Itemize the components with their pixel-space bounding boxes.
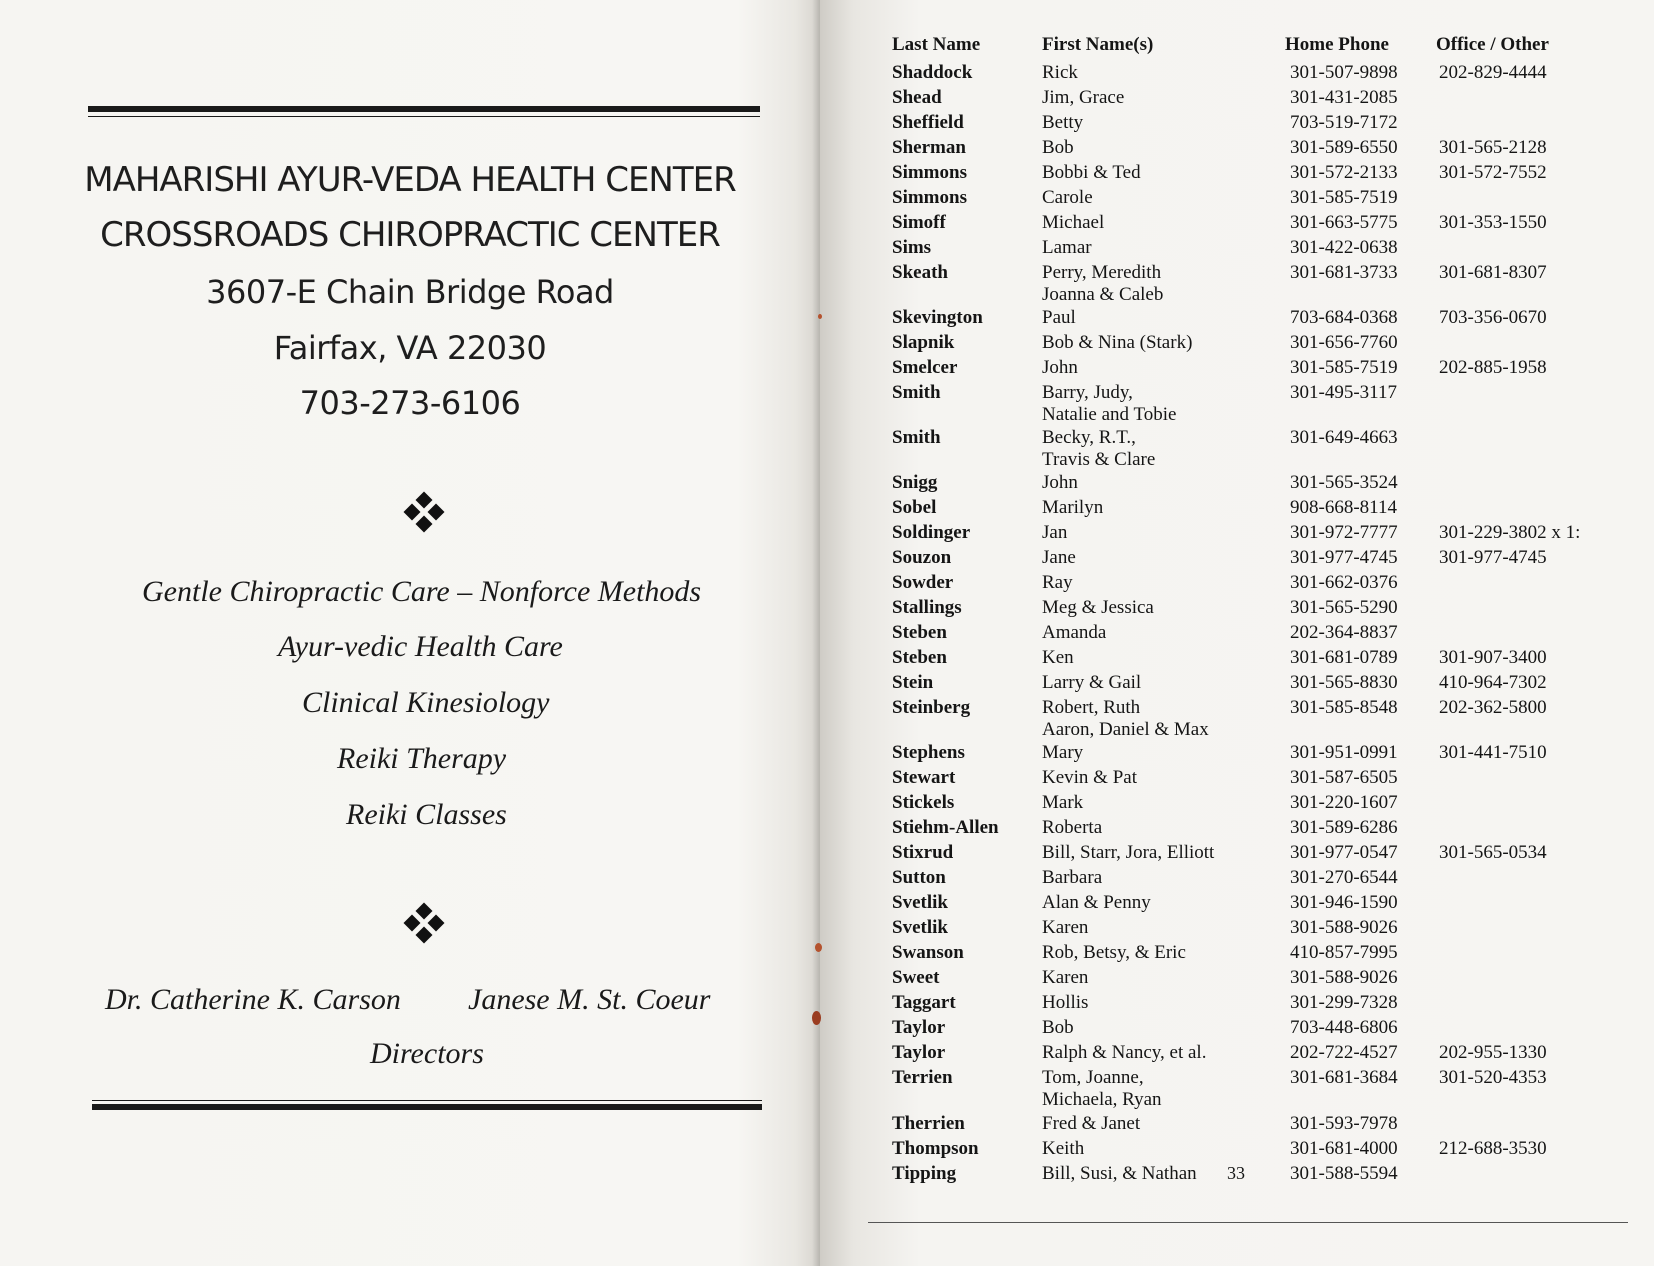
office-phone-cell: 301-572-7552	[1439, 162, 1547, 183]
first-names-cell: Travis & Clare	[1042, 449, 1156, 470]
home-phone-cell: 908-668-8114	[1290, 497, 1397, 518]
last-name-cell: Taylor	[892, 1017, 946, 1038]
home-phone-cell: 301-649-4663	[1290, 427, 1398, 448]
last-name-cell: Souzon	[892, 547, 952, 568]
first-names-cell: Jan	[1042, 522, 1068, 543]
office-phone-cell: 301-229-3802 x 1:	[1439, 522, 1581, 543]
last-name-cell: Skevington	[892, 307, 983, 328]
home-phone-cell: 301-681-0789	[1290, 647, 1398, 668]
left-page-advertisement	[0, 0, 820, 1266]
home-phone-cell: 301-951-0991	[1290, 742, 1398, 763]
home-phone-cell: 301-585-7519	[1290, 187, 1398, 208]
last-name-cell: Swanson	[892, 942, 964, 963]
header-first-names: First Name(s)	[1042, 34, 1154, 55]
office-phone-cell: 202-362-5800	[1439, 697, 1547, 718]
first-names-cell: Bill, Susi, & Nathan	[1042, 1163, 1197, 1184]
ad-director-2: Janese M. St. Coeur	[468, 983, 711, 1016]
last-name-cell: Terrien	[892, 1067, 953, 1088]
first-names-cell: Barry, Judy,	[1042, 382, 1133, 403]
first-names-cell: Mark	[1042, 792, 1084, 813]
diamond-ornament-icon	[404, 492, 444, 532]
home-phone-cell: 301-662-0376	[1290, 572, 1398, 593]
last-name-cell: Simmons	[892, 162, 967, 183]
first-names-cell: Ralph & Nancy, et al.	[1042, 1042, 1207, 1063]
first-names-cell: Becky, R.T.,	[1042, 427, 1136, 448]
home-phone-cell: 301-589-6550	[1290, 137, 1398, 158]
last-name-cell: Stiehm-Allen	[892, 817, 999, 838]
home-phone-cell: 301-663-5775	[1290, 212, 1398, 233]
first-names-cell: Bob	[1042, 1017, 1074, 1038]
first-names-cell: Jim, Grace	[1042, 87, 1125, 108]
home-phone-cell: 301-588-9026	[1290, 917, 1398, 938]
first-names-cell: Natalie and Tobie	[1042, 404, 1177, 425]
home-phone-cell: 410-857-7995	[1290, 942, 1398, 963]
office-phone-cell: 202-955-1330	[1439, 1042, 1547, 1063]
last-name-cell: Steben	[892, 647, 947, 668]
first-names-cell: Karen	[1042, 967, 1089, 988]
home-phone-cell: 202-722-4527	[1290, 1042, 1398, 1063]
last-name-cell: Simoff	[892, 212, 946, 233]
office-phone-cell: 410-964-7302	[1439, 672, 1547, 693]
header-home-phone: Home Phone	[1285, 34, 1389, 55]
first-names-cell: Karen	[1042, 917, 1089, 938]
last-name-cell: Soldinger	[892, 522, 971, 543]
ad-service-reiki-therapy: Reiki Therapy	[337, 742, 507, 775]
first-names-cell: Bob & Nina (Stark)	[1042, 332, 1193, 353]
home-phone-cell: 301-422-0638	[1290, 237, 1398, 258]
first-names-cell: Perry, Meredith	[1042, 262, 1162, 283]
office-phone-cell: 301-907-3400	[1439, 647, 1547, 668]
last-name-cell: Shead	[892, 87, 942, 108]
office-phone-cell: 301-565-0534	[1439, 842, 1547, 863]
home-phone-cell: 301-431-2085	[1290, 87, 1398, 108]
last-name-cell: Thompson	[892, 1138, 979, 1159]
home-phone-cell: 301-681-4000	[1290, 1138, 1398, 1159]
last-name-cell: Smith	[892, 382, 941, 403]
office-phone-cell: 212-688-3530	[1439, 1138, 1547, 1159]
first-names-cell: Keith	[1042, 1138, 1085, 1159]
last-name-cell: Slapnik	[892, 332, 955, 353]
last-name-cell: Smelcer	[892, 357, 958, 378]
home-phone-cell: 703-448-6806	[1290, 1017, 1398, 1038]
home-phone-cell: 301-681-3733	[1290, 262, 1398, 283]
first-names-cell: Amanda	[1042, 622, 1107, 643]
top-rule-thin	[88, 116, 760, 117]
office-phone-cell: 301-520-4353	[1439, 1067, 1547, 1088]
office-phone-cell: 703-356-0670	[1439, 307, 1547, 328]
home-phone-cell: 301-495-3117	[1290, 382, 1397, 403]
office-phone-cell: 301-565-2128	[1439, 137, 1547, 158]
first-names-cell: Jane	[1042, 547, 1076, 568]
first-names-cell: Kevin & Pat	[1042, 767, 1137, 788]
diamond-ornament-icon	[404, 903, 444, 943]
last-name-cell: Shaddock	[892, 62, 973, 83]
home-phone-cell: 301-270-6544	[1290, 867, 1398, 888]
office-phone-cell: 202-829-4444	[1439, 62, 1547, 83]
bottom-rule-thin	[92, 1100, 762, 1101]
first-names-cell: Larry & Gail	[1042, 672, 1142, 693]
first-names-cell: Rob, Betsy, & Eric	[1042, 942, 1186, 963]
ad-service-chiropractic: Gentle Chiropractic Care – Nonforce Methods	[142, 575, 702, 608]
last-name-cell: Therrien	[892, 1113, 965, 1134]
first-names-cell: Bobbi & Ted	[1042, 162, 1141, 183]
first-names-cell: Joanna & Caleb	[1042, 284, 1164, 305]
first-names-cell: Ray	[1042, 572, 1073, 593]
paper-stain	[815, 943, 822, 952]
last-name-cell: Sherman	[892, 137, 966, 158]
last-name-cell: Stixrud	[892, 842, 954, 863]
last-name-cell: Svetlik	[892, 917, 948, 938]
last-name-cell: Stickels	[892, 792, 955, 813]
first-names-cell: Fred & Janet	[1042, 1113, 1141, 1134]
home-phone-cell: 301-946-1590	[1290, 892, 1398, 913]
footer-rule	[868, 1222, 1628, 1223]
right-page-directory	[820, 0, 1654, 1266]
home-phone-cell: 301-972-7777	[1290, 522, 1398, 543]
last-name-cell: Steben	[892, 622, 947, 643]
ad-street-address: 3607-E Chain Bridge Road	[206, 273, 614, 311]
home-phone-cell: 301-299-7328	[1290, 992, 1398, 1013]
home-phone-cell: 301-220-1607	[1290, 792, 1398, 813]
first-names-cell: John	[1042, 357, 1078, 378]
last-name-cell: Stewart	[892, 767, 956, 788]
last-name-cell: Sutton	[892, 867, 946, 888]
first-names-cell: Michael	[1042, 212, 1105, 233]
last-name-cell: Taggart	[892, 992, 956, 1013]
first-names-cell: Bob	[1042, 137, 1074, 158]
last-name-cell: Sims	[892, 237, 932, 258]
last-name-cell: Snigg	[892, 472, 938, 493]
paper-stain	[818, 314, 822, 319]
last-name-cell: Steinberg	[892, 697, 971, 718]
first-names-cell: Barbara	[1042, 867, 1103, 888]
office-phone-cell: 301-977-4745	[1439, 547, 1547, 568]
ad-center-name-1: MAHARISHI AYUR-VEDA HEALTH CENTER	[84, 160, 736, 200]
first-names-cell: Roberta	[1042, 817, 1103, 838]
paper-stain	[812, 1011, 821, 1025]
home-phone-cell: 301-585-8548	[1290, 697, 1398, 718]
last-name-cell: Smith	[892, 427, 941, 448]
office-phone-cell: 301-353-1550	[1439, 212, 1547, 233]
home-phone-cell: 703-519-7172	[1290, 112, 1398, 133]
home-phone-cell: 301-572-2133	[1290, 162, 1398, 183]
first-names-cell: Lamar	[1042, 237, 1092, 258]
last-name-cell: Sowder	[892, 572, 954, 593]
home-phone-cell: 202-364-8837	[1290, 622, 1398, 643]
home-phone-cell: 301-656-7760	[1290, 332, 1398, 353]
page-number: 33	[1227, 1163, 1245, 1183]
first-names-cell: Mary	[1042, 742, 1084, 763]
last-name-cell: Tipping	[892, 1163, 957, 1184]
header-last-name: Last Name	[892, 34, 981, 55]
ad-directors-label: Directors	[370, 1037, 484, 1070]
ad-director-1: Dr. Catherine K. Carson	[105, 983, 401, 1016]
home-phone-cell: 301-681-3684	[1290, 1067, 1398, 1088]
ad-service-reiki-classes: Reiki Classes	[346, 798, 507, 831]
home-phone-cell: 301-593-7978	[1290, 1113, 1398, 1134]
home-phone-cell: 301-565-8830	[1290, 672, 1398, 693]
home-phone-cell: 301-507-9898	[1290, 62, 1398, 83]
home-phone-cell: 301-565-5290	[1290, 597, 1398, 618]
bottom-rule	[92, 1104, 762, 1110]
first-names-cell: John	[1042, 472, 1078, 493]
ad-service-ayurvedic: Ayur-vedic Health Care	[278, 630, 563, 663]
ad-city-state-zip: Fairfax, VA 22030	[273, 329, 547, 367]
home-phone-cell: 301-977-4745	[1290, 547, 1398, 568]
home-phone-cell: 301-588-5594	[1290, 1163, 1398, 1184]
last-name-cell: Sheffield	[892, 112, 964, 133]
last-name-cell: Skeath	[892, 262, 948, 283]
header-office-other: Office / Other	[1436, 34, 1549, 55]
home-phone-cell: 301-585-7519	[1290, 357, 1398, 378]
ad-service-kinesiology: Clinical Kinesiology	[302, 686, 550, 719]
last-name-cell: Stallings	[892, 597, 962, 618]
office-phone-cell: 202-885-1958	[1439, 357, 1547, 378]
home-phone-cell: 703-684-0368	[1290, 307, 1398, 328]
last-name-cell: Svetlik	[892, 892, 948, 913]
first-names-cell: Bill, Starr, Jora, Elliott	[1042, 842, 1215, 863]
first-names-cell: Hollis	[1042, 992, 1089, 1013]
first-names-cell: Marilyn	[1042, 497, 1104, 518]
first-names-cell: Michaela, Ryan	[1042, 1089, 1162, 1110]
first-names-cell: Paul	[1042, 307, 1076, 328]
first-names-cell: Tom, Joanne,	[1042, 1067, 1144, 1088]
home-phone-cell: 301-588-9026	[1290, 967, 1398, 988]
home-phone-cell: 301-565-3524	[1290, 472, 1398, 493]
first-names-cell: Carole	[1042, 187, 1093, 208]
last-name-cell: Sobel	[892, 497, 937, 518]
home-phone-cell: 301-587-6505	[1290, 767, 1398, 788]
first-names-cell: Rick	[1042, 62, 1078, 83]
last-name-cell: Simmons	[892, 187, 967, 208]
ad-center-name-2: CROSSROADS CHIROPRACTIC CENTER	[100, 215, 720, 255]
home-phone-cell: 301-589-6286	[1290, 817, 1398, 838]
home-phone-cell: 301-977-0547	[1290, 842, 1398, 863]
first-names-cell: Robert, Ruth	[1042, 697, 1141, 718]
first-names-cell: Alan & Penny	[1042, 892, 1151, 913]
first-names-cell: Aaron, Daniel & Max	[1042, 719, 1209, 740]
first-names-cell: Meg & Jessica	[1042, 597, 1154, 618]
first-names-cell: Betty	[1042, 112, 1084, 133]
office-phone-cell: 301-441-7510	[1439, 742, 1547, 763]
last-name-cell: Sweet	[892, 967, 940, 988]
first-names-cell: Ken	[1042, 647, 1074, 668]
last-name-cell: Taylor	[892, 1042, 946, 1063]
top-rule	[88, 106, 760, 112]
last-name-cell: Stein	[892, 672, 934, 693]
ad-phone: 703-273-6106	[299, 384, 521, 422]
last-name-cell: Stephens	[892, 742, 965, 763]
office-phone-cell: 301-681-8307	[1439, 262, 1547, 283]
